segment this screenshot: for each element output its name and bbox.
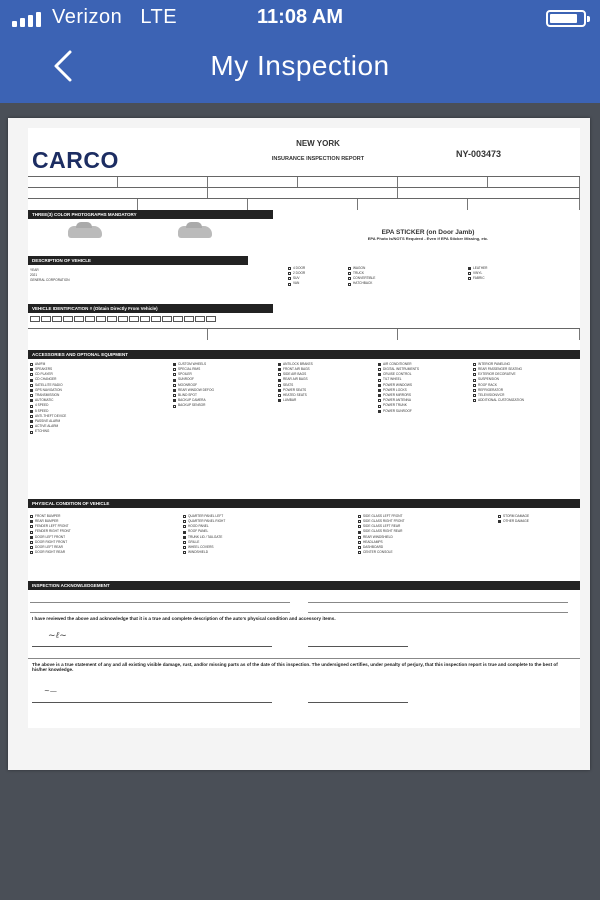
- style-options: 4 DOOR 2 DOOR SUV VAN: [288, 266, 305, 287]
- ack-line-3: [30, 612, 290, 613]
- car-rear-icon: [178, 226, 212, 238]
- plate-row: [28, 328, 580, 340]
- accessories-col-4: AIR CONDITIONER DIGITAL INSTRUMENTS CRUISE CONTROL TILT WHEEL POWER WINDOWS POWER LOCKS POWER MIRRORS POWER ANTENNA POWER TRUNK POWER SUNROOF: [378, 362, 419, 414]
- accessories-col-3: ANTILOCK BRAKES FRONT AIR BAGS SIDE AIR BAGS REAR AIR BAGS SEATS POWER SEATS HEATED SEATS LUMBAR: [278, 362, 313, 404]
- section-vin: VEHICLE IDENTIFICATION # (Obtain Directly From Vehicle): [28, 304, 273, 313]
- damage-col-4: STORM DAMAGE OTHER DAMAGE: [498, 514, 529, 524]
- carrier-label: Verizon LTE: [52, 6, 178, 28]
- battery-icon: [546, 10, 586, 27]
- page-title: My Inspection: [210, 50, 390, 81]
- section-vehicle: DESCRIPTION OF VEHICLE: [28, 256, 248, 265]
- section-ack: INSPECTION ACKNOWLEDGEMENT: [28, 581, 580, 590]
- certification-statement: The above is a true statement of any and all existing visible damage, rust, and/or missing parts as of the date of this inspection. The undersigned certifies, under penalty of perjury, that this inspection report is true and complete to the best of his/her knowledge.: [32, 662, 558, 673]
- inspection-document-image: [8, 118, 590, 770]
- document-number: NY-003473: [456, 149, 502, 159]
- ack-line-1: [30, 602, 290, 603]
- accessories-col-2: CUSTOM WHEELS SPECIAL RIMS SPOILER SUNROOF MOONROOF REAR WINDOW DEFOG BLIND SPOT BACKUP CAMERA BACKUP SENSOR: [173, 362, 214, 409]
- report-title: INSURANCE INSPECTION REPORT: [271, 156, 365, 162]
- section-physical: PHYSICAL CONDITION OF VEHICLE: [28, 499, 580, 508]
- section-photos: THREE(3) COLOR PHOTOGRAPHS MANDATORY: [28, 210, 273, 219]
- interior-options: LEATHER VINYL FABRIC: [468, 266, 487, 282]
- signature-line-2: [32, 694, 272, 703]
- network-type: LTE: [140, 6, 178, 28]
- divider: [28, 658, 580, 659]
- epa-sticker-title: EPA STICKER (on Door Jamb): [381, 229, 475, 236]
- damage-col-2: QUARTER PANEL LEFT QUARTER PANEL RIGHT HOOD PANEL ROOF PANEL TRUNK LID / TAILGATE GRILLE WHEEL COVERS WINDSHIELD: [183, 514, 225, 556]
- battery-level-fill: [550, 14, 577, 23]
- clock: 11:08 AM: [257, 6, 343, 28]
- vehicle-make: GENERAL CORPORATION: [30, 278, 70, 283]
- date-line-2: [308, 694, 408, 703]
- damage-col-1: FRONT BUMPER REAR BUMPER FENDER LEFT FRONT FENDER RIGHT FRONT DOOR LEFT FRONT DOOR RIGHT FRONT DOOR LEFT REAR DOOR RIGHT REAR: [30, 514, 71, 556]
- info-row-3: [28, 198, 580, 210]
- section-accessories: ACCESSORIES AND OPTIONAL EQUIPMENT: [28, 350, 580, 359]
- car-front-icon: [68, 226, 102, 238]
- status-bar: [0, 0, 600, 36]
- accessories-col-1: AM/FM SPEAKERS CD PLAYER CD CHANGER SATELLITE RADIO GPS NAVIGATION TRANSMISSION AUTOMATIC 4 SPEED 5 SPEED ANTI-THEFT DEVICE PASSIVE ALARM ACTIVE ALARM ETCHING: [30, 362, 66, 435]
- epa-sticker-subtitle: EPA Photo Is/NOTS Required - Even if EPA Sticker Missing, etc.: [367, 236, 489, 241]
- vehicle-fields: YEAR 2021 GENERAL CORPORATION: [30, 267, 70, 283]
- signature-line-1: [32, 638, 272, 647]
- ack-statement: I have reviewed the above and acknowledge that it is a true and complete description of the auto's physical condition and accessory items.: [32, 616, 336, 621]
- carco-logo: CARCO: [32, 147, 119, 173]
- inspector-signature: ~—: [44, 687, 57, 695]
- vin-cells: [30, 316, 216, 322]
- ack-line-2: [308, 602, 568, 603]
- damage-col-3: SIDE GLASS LEFT FRONT SIDE GLASS RIGHT FRONT SIDE GLASS LEFT REAR SIDE GLASS RIGHT REAR REAR WINDSHIELD HEADLAMPS DASHBOARD CENTER CONSOLE: [358, 514, 405, 556]
- ack-line-4: [308, 612, 568, 613]
- date-line-1: [308, 638, 408, 647]
- app-header: [0, 0, 600, 103]
- owner-signature: ~ℓ~: [48, 631, 67, 641]
- style-options-2: WAGON TRUCK CONVERTIBLE HATCHBACK: [348, 266, 375, 287]
- inspection-report: [28, 128, 580, 728]
- accessories-col-5: INTERIOR PANELING REAR PASSENGER SEATING EXTERIOR DECORATIVE SUSPENSION ROOF RACK REFRIGERATOR TELEVISION/VCR ADDITIONAL CUSTOMIZATION: [473, 362, 524, 404]
- report-state: NEW YORK: [296, 139, 340, 148]
